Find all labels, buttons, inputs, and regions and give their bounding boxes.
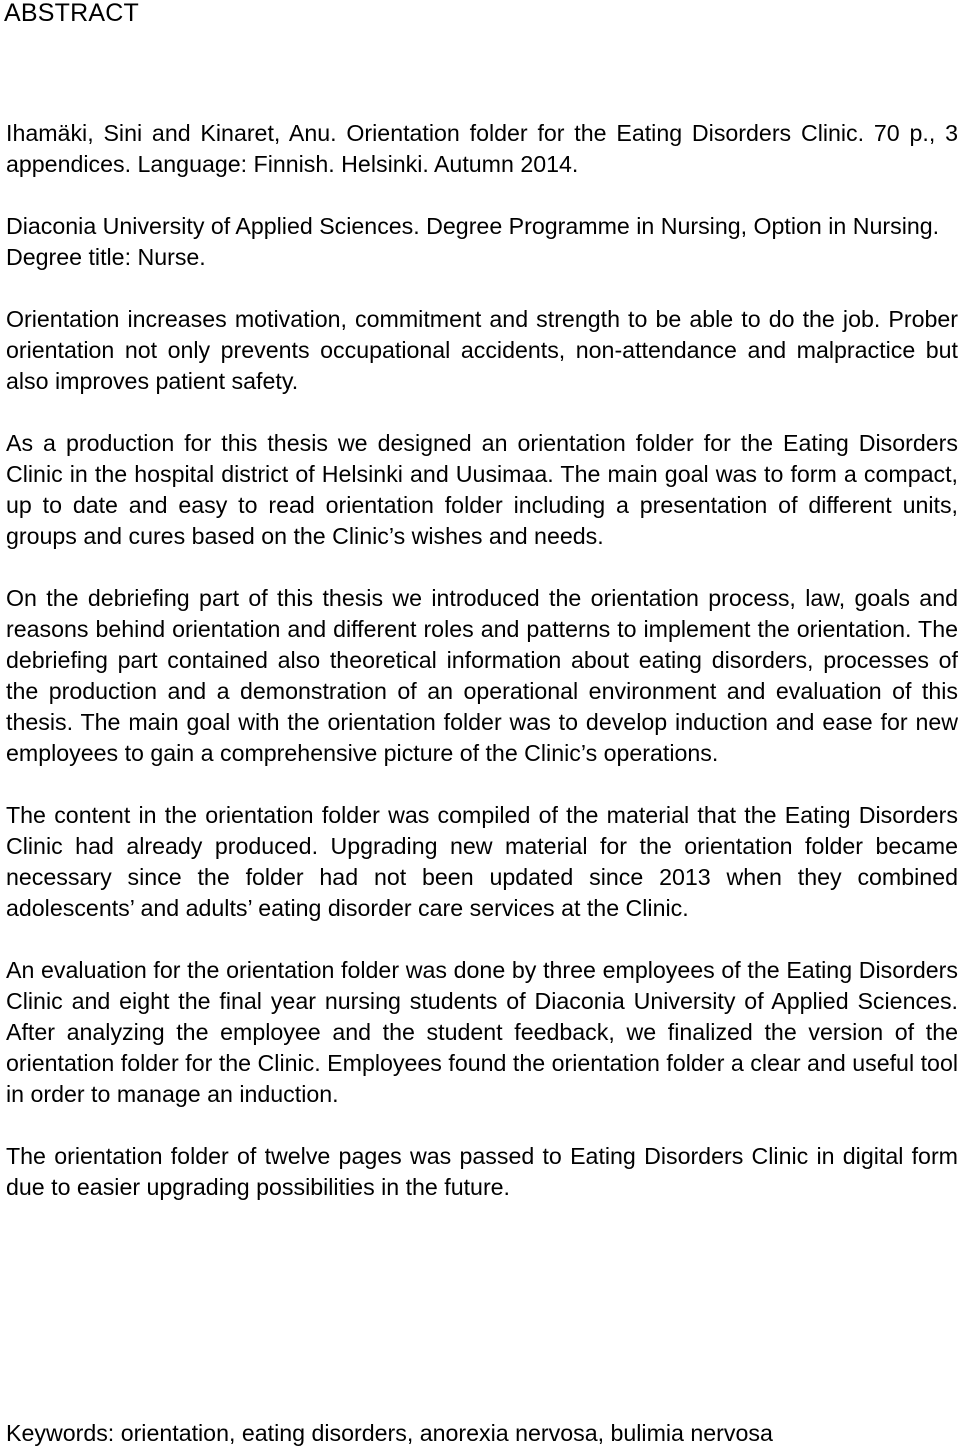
- abstract-body: [6, 118, 958, 1203]
- evaluation-paragraph: An evaluation for the orientation folder was done by three employees of the Eating Disorders Clinic and eight the final year nursing students of Diaconia University of Applied Sciences. After analyzing the employee and the student feedback, we finalized the version of the orientation folder for the Clinic. Employees found the orientation folder a clear and useful tool in order to manage an induction.: [6, 957, 958, 1107]
- production-paragraph: As a production for this thesis we designed an orientation folder for the Eating Disorders Clinic in the hospital district of Helsinki and Uusimaa. The main goal was to form a compact, up to date and easy to read orientation folder including a presentation of different units, groups and cures based on the Clinic’s wishes and needs.: [6, 430, 958, 549]
- delivery-paragraph: The orientation folder of twelve pages was passed to Eating Disorders Clinic in digital form due to easier upgrading possibilities in the future.: [6, 1143, 958, 1200]
- keywords-line: Keywords: orientation, eating disorders, anorexia nervosa, bulimia nervosa: [6, 1420, 773, 1446]
- citation-paragraph: Ihamäki, Sini and Kinaret, Anu. Orientation folder for the Eating Disorders Clinic. 70 p., 3 appendices. Language: Finnish. Helsinki. Autumn 2014.: [6, 120, 958, 177]
- institution-paragraph: Diaconia University of Applied Sciences. Degree Programme in Nursing, Option in Nursing. Degree title: Nurse.: [6, 213, 940, 270]
- orientation-benefits-paragraph: Orientation increases motivation, commitment and strength to be able to do the job. Prober orientation not only prevents occupational accidents, non-attendance and malpractice but also improves patient safety.: [6, 306, 958, 394]
- abstract-heading: ABSTRACT: [4, 0, 139, 27]
- debriefing-paragraph: On the debriefing part of this thesis we introduced the orientation process, law, goals and reasons behind orientation and different roles and patterns to implement the orientation. The debriefing part contained also theoretical information about eating disorders, processes of the production and a demonstration of an operational environment and evaluation of this thesis. The main goal with the orientation folder was to develop induction and ease for new employees to gain a comprehensive picture of the Clinic’s operations.: [6, 585, 958, 766]
- content-paragraph: The content in the orientation folder was compiled of the material that the Eating Disorders Clinic had already produced. Upgrading new material for the orientation folder became necessary since the folder had not been updated since 2013 when they combined adolescents’ and adults’ eating disorder care services at the Clinic.: [6, 802, 958, 921]
